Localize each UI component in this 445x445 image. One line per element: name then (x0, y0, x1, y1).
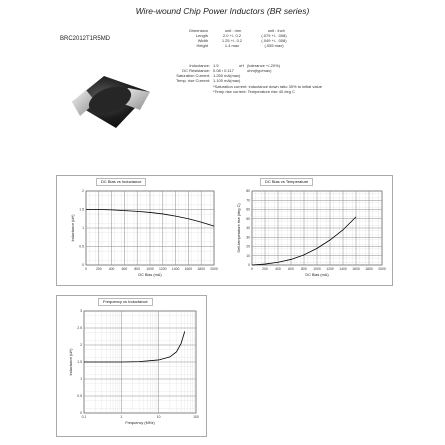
y-tick-label: 0.5 (79, 244, 84, 249)
y-tick-label: 30 (246, 235, 250, 240)
x-tick-label: 1400 (171, 267, 180, 271)
y-tick-label: 10 (246, 253, 250, 258)
dim-value-mm: 1.25 +/- 0.2 (221, 38, 243, 43)
x-tick-label: 1800 (365, 267, 373, 271)
inductor-image (58, 58, 158, 142)
x-tick-label: 1800 (197, 267, 205, 271)
dim-label: Width (197, 38, 208, 43)
dc-bias-inductance-chart (60, 186, 220, 282)
chart-3-title: Frequency vs Inductance (98, 298, 153, 306)
x-tick-label: 800 (301, 267, 307, 271)
x-tick-label: 0.1 (81, 415, 87, 419)
y-tick-label: 60 (246, 207, 250, 212)
chart-1-title: DC Bias vs Inductance (96, 178, 146, 186)
y-axis-label: Self-temperature rise (deg C) (237, 203, 241, 253)
elec-value: 1.5 (213, 63, 219, 68)
dim-row (168, 43, 297, 48)
x-tick-label: 2000 (210, 267, 218, 271)
y-tick-label: 40 (246, 226, 250, 231)
x-tick-label: 1600 (352, 267, 360, 271)
elec-row (176, 78, 322, 83)
x-tick-label: 600 (288, 267, 294, 271)
x-axis-label: DC Bias (mA) (138, 273, 162, 277)
y-tick-label: 80 (246, 189, 250, 194)
x-tick-label: 600 (121, 267, 128, 271)
chart-2-title: DC Bias vs Temperature (260, 178, 313, 186)
x-tick-label: 1200 (326, 267, 334, 271)
x-tick-label: 1 (120, 415, 123, 419)
x-tick-label: 200 (95, 267, 102, 271)
y-tick-label: 1.5 (79, 207, 84, 212)
y-tick-label: 2 (82, 189, 84, 194)
elec-label: Saturation Current: (176, 73, 210, 78)
dim-value-mm: 1.4 max (224, 43, 240, 48)
x-tick-label: 800 (134, 267, 141, 271)
x-axis-label: Frequency (MHz) (125, 421, 155, 425)
y-tick-label: 1 (80, 377, 82, 382)
elec-value: 1.250 mA(max) (213, 73, 241, 78)
dim-value-mm: 2.0 +/- 0.2 (222, 33, 242, 38)
elec-label: Inductance: (189, 63, 210, 68)
y-tick-label: 0 (82, 263, 84, 268)
x-tick-label: 200 (262, 267, 268, 271)
dim-value-inch: (.055 max) (264, 43, 284, 48)
elec-note: (tolerance +/-20%) (247, 63, 281, 68)
y-tick-label: 1 (82, 226, 84, 231)
dim-value-inch: (.079 +/- .008) (261, 33, 287, 38)
x-tick-label: 400 (108, 267, 115, 271)
dim-header-mm: unit : mm (224, 28, 242, 33)
x-tick-label: 100 (193, 415, 199, 419)
x-axis-label: DC Bias (mA) (305, 273, 329, 277)
x-tick-label: 0 (251, 267, 253, 271)
x-tick-label: 1000 (146, 267, 154, 271)
x-tick-label: 1000 (313, 267, 321, 271)
dimension-table (168, 28, 297, 48)
elec-note: ohm(typ/max) (247, 68, 272, 73)
frequency-inductance-chart (60, 306, 202, 432)
dim-header-inch: unit : inch (267, 28, 285, 33)
y-tick-label: 2 (80, 343, 82, 348)
dim-value-inch: (.049 +/- .008) (261, 38, 287, 43)
dim-label: Length (195, 33, 208, 38)
part-number: BRC2012T1R5MD (60, 36, 111, 42)
footnote-temp-rise: *Temp rise current: Temperature rise 40 deg C (213, 89, 295, 94)
x-tick-label: 2000 (378, 267, 386, 271)
x-tick-label: 1400 (339, 267, 347, 271)
elec-label: Temp. rise Current: (176, 78, 211, 83)
x-tick-label: 0 (85, 267, 87, 271)
dim-header-label: Dimension (189, 28, 208, 33)
x-tick-label: 1600 (184, 267, 193, 271)
elec-unit: uH (239, 63, 245, 68)
x-tick-label: 10 (156, 415, 161, 419)
y-axis-label: Inductance (uH) (71, 214, 75, 242)
elec-value: 0.08 / 0.117 (213, 68, 234, 73)
y-tick-label: 70 (246, 198, 250, 203)
electrical-specs (176, 63, 322, 94)
footnote-saturation: *Saturation current: inductance down ratio 30% to initial value (213, 84, 322, 89)
elec-label: DC Resistance: (182, 68, 210, 73)
y-axis-label: Inductance (uH) (69, 348, 73, 376)
y-tick-label: 2.5 (77, 326, 82, 331)
y-tick-label: 0.5 (77, 394, 82, 399)
y-tick-label: 3 (80, 309, 82, 314)
x-tick-label: 400 (275, 267, 281, 271)
dim-label: Height (196, 43, 208, 48)
document-title: Wire-wound Chip Power Inductors (BR series) (135, 6, 310, 16)
y-tick-label: 0 (80, 411, 82, 416)
x-tick-label: 1200 (159, 267, 167, 271)
elec-value: 1.100 mA(max) (213, 78, 241, 83)
y-tick-label: 0 (248, 263, 250, 268)
y-tick-label: 20 (246, 244, 250, 249)
y-tick-label: 1.5 (77, 360, 82, 365)
y-tick-label: 50 (246, 216, 250, 221)
dc-bias-temperature-chart (224, 186, 388, 282)
